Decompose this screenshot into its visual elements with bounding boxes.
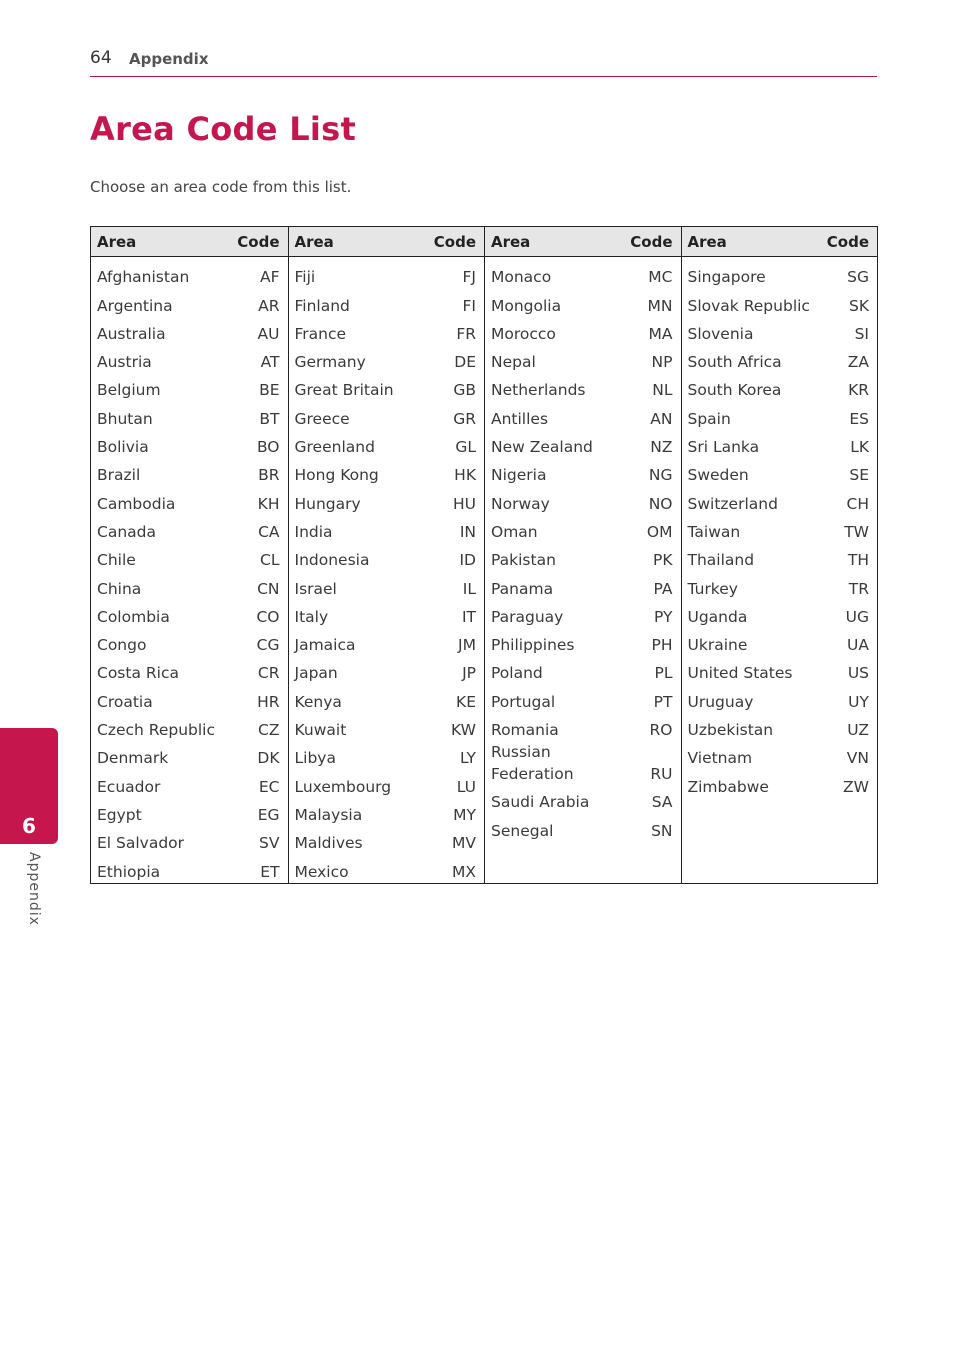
area-code: CA — [258, 522, 280, 541]
area-code: PY — [654, 607, 673, 626]
area-code: HU — [452, 494, 476, 513]
table-row — [295, 345, 477, 373]
area-name: Canada — [97, 522, 156, 541]
area-code: BT — [259, 409, 280, 428]
table-row — [295, 628, 477, 656]
table-row — [491, 656, 673, 684]
area-code: HR — [257, 692, 280, 711]
table-row — [688, 288, 870, 316]
area-header: Area — [687, 232, 727, 251]
area-name: Bolivia — [97, 438, 149, 457]
table-row — [688, 317, 870, 345]
table-row — [97, 798, 280, 826]
area-code: PK — [652, 551, 673, 570]
area-code: CL — [260, 551, 280, 570]
area-name: Australia — [97, 324, 166, 343]
area-name: Kenya — [294, 692, 342, 711]
area-code: DE — [454, 353, 476, 372]
chapter-number: 6 — [22, 814, 36, 838]
table-row — [295, 769, 477, 797]
table-row — [688, 769, 870, 797]
area-name: Hungary — [294, 494, 361, 513]
area-name: Oman — [491, 522, 538, 541]
table-row — [688, 543, 870, 571]
area-code: BE — [259, 381, 280, 400]
area-name: Hong Kong — [294, 466, 379, 485]
table-row — [97, 571, 280, 599]
column-rows — [91, 257, 288, 883]
area-code: TW — [844, 522, 869, 541]
area-name: Poland — [491, 664, 543, 683]
area-code: NZ — [650, 438, 673, 457]
area-name: Vietnam — [687, 749, 753, 768]
table-row — [491, 373, 673, 401]
area-header: Area — [491, 232, 531, 251]
area-name: Senegal — [491, 821, 554, 840]
table-row — [97, 260, 280, 288]
table-row — [688, 515, 870, 543]
area-code: ZW — [843, 777, 869, 796]
area-code: FJ — [462, 268, 476, 287]
area-name: Nigeria — [491, 466, 547, 485]
table-row — [491, 813, 673, 841]
area-name: Uzbekistan — [687, 721, 774, 740]
column-header — [91, 227, 288, 257]
area-name: New Zealand — [491, 438, 593, 457]
area-code: CR — [257, 664, 280, 683]
table-row — [97, 826, 280, 854]
area-code: RO — [649, 721, 673, 740]
table-row — [491, 430, 673, 458]
table-row — [295, 571, 477, 599]
area-name: Greece — [294, 409, 350, 428]
area-code: MV — [452, 834, 476, 853]
column-rows — [289, 257, 485, 883]
area-name: Panama — [491, 579, 554, 598]
table-row — [688, 656, 870, 684]
area-code: AU — [257, 324, 280, 343]
table-row — [97, 317, 280, 345]
area-code: TH — [847, 551, 869, 570]
area-code: EC — [258, 777, 280, 796]
area-name: Portugal — [491, 692, 556, 711]
area-name: Nepal — [491, 353, 536, 372]
area-code: EG — [257, 805, 280, 824]
area-code: NO — [648, 494, 673, 513]
table-row — [97, 543, 280, 571]
table-row — [97, 288, 280, 316]
area-code: IT — [461, 607, 476, 626]
area-name: Great Britain — [294, 381, 394, 400]
table-row — [491, 401, 673, 429]
area-name: Japan — [294, 664, 338, 683]
area-name: Luxembourg — [294, 777, 392, 796]
area-code: SK — [848, 296, 869, 315]
area-name: Italy — [294, 607, 329, 626]
area-name: Singapore — [687, 268, 766, 287]
table-row — [491, 317, 673, 345]
table-row — [97, 713, 280, 741]
table-row — [295, 317, 477, 345]
table-column — [484, 227, 681, 883]
table-row — [295, 656, 477, 684]
area-name: Taiwan — [687, 522, 741, 541]
table-column — [681, 227, 878, 883]
table-row — [97, 600, 280, 628]
area-name: Sri Lanka — [687, 438, 760, 457]
area-code: ES — [849, 409, 869, 428]
area-name: Colombia — [97, 607, 170, 626]
area-code: AF — [259, 268, 280, 287]
area-code: UY — [848, 692, 869, 711]
area-code: GL — [455, 438, 476, 457]
area-code-table — [90, 226, 878, 884]
area-name: Slovenia — [687, 324, 754, 343]
area-name: Finland — [294, 296, 350, 315]
table-row — [295, 288, 477, 316]
table-row — [295, 854, 477, 882]
area-name: Israel — [294, 579, 337, 598]
area-name: Uruguay — [687, 692, 754, 711]
area-code: LK — [850, 438, 869, 457]
column-header — [485, 227, 681, 257]
code-header: Code — [433, 232, 476, 251]
area-name: Brazil — [97, 466, 141, 485]
area-name: South Africa — [687, 353, 782, 372]
area-name: Pakistan — [491, 551, 556, 570]
area-name: Paraguay — [491, 607, 564, 626]
table-row — [295, 684, 477, 712]
area-code: BR — [258, 466, 280, 485]
table-row — [295, 401, 477, 429]
area-code: US — [847, 664, 869, 683]
area-code: ET — [260, 862, 280, 881]
table-row — [491, 288, 673, 316]
table-row — [688, 741, 870, 769]
table-row — [97, 684, 280, 712]
area-code: CZ — [258, 721, 280, 740]
area-code: NG — [648, 466, 673, 485]
table-row — [295, 543, 477, 571]
table-row — [491, 458, 673, 486]
section-name: Appendix — [129, 50, 209, 68]
table-row — [295, 798, 477, 826]
column-header — [682, 227, 878, 257]
table-row — [688, 458, 870, 486]
area-name: Chile — [97, 551, 136, 570]
area-code: MN — [647, 296, 673, 315]
area-code: SE — [849, 466, 869, 485]
table-row — [97, 628, 280, 656]
area-name: Germany — [294, 353, 366, 372]
area-name: Russian Federation — [491, 743, 574, 784]
area-name: Bhutan — [97, 409, 153, 428]
area-name: Denmark — [97, 749, 169, 768]
area-code: JP — [462, 664, 476, 683]
area-code: NP — [651, 353, 673, 372]
area-code: ID — [459, 551, 476, 570]
area-name: Thailand — [687, 551, 755, 570]
area-code: NL — [652, 381, 673, 400]
table-row — [491, 571, 673, 599]
area-code: MY — [453, 805, 476, 824]
area-name: Argentina — [97, 296, 173, 315]
table-row — [295, 373, 477, 401]
table-row — [688, 684, 870, 712]
area-code: KW — [451, 721, 476, 740]
area-code: KR — [848, 381, 869, 400]
area-name: Congo — [97, 636, 147, 655]
area-code: GB — [453, 381, 476, 400]
table-row — [688, 571, 870, 599]
area-name: Croatia — [97, 692, 153, 711]
page-number: 64 — [90, 48, 112, 68]
table-row — [491, 785, 673, 813]
area-header: Area — [97, 232, 137, 251]
area-code: SV — [259, 834, 280, 853]
area-code: FI — [462, 296, 476, 315]
table-row — [97, 769, 280, 797]
area-name: El Salvador — [97, 834, 185, 853]
area-code: DK — [257, 749, 280, 768]
page-header — [90, 46, 877, 77]
area-name: Monaco — [491, 268, 552, 287]
table-row — [491, 486, 673, 514]
area-name: Jamaica — [294, 636, 356, 655]
area-name: Czech Republic — [97, 721, 216, 740]
table-row — [97, 656, 280, 684]
page-title: Area Code List — [90, 110, 357, 148]
table-row — [491, 600, 673, 628]
area-name: Switzerland — [687, 494, 778, 513]
area-code: SA — [651, 793, 673, 812]
area-name: Ecuador — [97, 777, 161, 796]
area-code: SN — [651, 821, 673, 840]
area-name: Cambodia — [97, 494, 176, 513]
area-code: SG — [847, 268, 869, 287]
table-row — [491, 741, 673, 785]
area-header: Area — [294, 232, 334, 251]
area-name: Libya — [294, 749, 336, 768]
area-name: South Korea — [687, 381, 782, 400]
area-name: Fiji — [294, 268, 316, 287]
table-row — [97, 430, 280, 458]
table-row — [491, 713, 673, 741]
table-column — [288, 227, 485, 883]
area-name: Sweden — [687, 466, 749, 485]
area-code: BO — [256, 438, 280, 457]
table-row — [97, 515, 280, 543]
area-name: Indonesia — [294, 551, 370, 570]
code-header: Code — [630, 232, 673, 251]
table-row — [295, 430, 477, 458]
code-header: Code — [237, 232, 280, 251]
area-name: Egypt — [97, 805, 142, 824]
table-row — [491, 345, 673, 373]
area-code: ZA — [847, 353, 869, 372]
area-code: KE — [456, 692, 476, 711]
area-name: Philippines — [491, 636, 575, 655]
area-name: Uganda — [687, 607, 748, 626]
area-code: UZ — [847, 721, 869, 740]
table-row — [295, 713, 477, 741]
area-code: AR — [258, 296, 280, 315]
table-row — [295, 260, 477, 288]
area-code: PT — [653, 692, 673, 711]
table-row — [688, 713, 870, 741]
area-name: Costa Rica — [97, 664, 179, 683]
area-name: Antilles — [491, 409, 549, 428]
table-row — [97, 486, 280, 514]
table-row — [295, 741, 477, 769]
column-rows — [682, 257, 878, 798]
area-code: AN — [650, 409, 673, 428]
chapter-label: Appendix — [26, 852, 42, 926]
area-name: Slovak Republic — [687, 296, 810, 315]
area-name: Saudi Arabia — [491, 793, 590, 812]
area-name: China — [97, 579, 142, 598]
table-row — [295, 458, 477, 486]
area-name: Afghanistan — [97, 268, 190, 287]
area-code: GR — [453, 409, 476, 428]
column-rows — [485, 257, 681, 842]
table-row — [295, 600, 477, 628]
area-name: Ethiopia — [97, 862, 161, 881]
area-code: HK — [454, 466, 476, 485]
area-code: UA — [847, 636, 869, 655]
area-code: IN — [459, 522, 476, 541]
table-row — [688, 260, 870, 288]
area-name: France — [294, 324, 347, 343]
area-code: SI — [854, 324, 869, 343]
area-code: KH — [257, 494, 280, 513]
area-name: Greenland — [294, 438, 375, 457]
area-code: CN — [257, 579, 280, 598]
area-code: IL — [462, 579, 476, 598]
area-code: MA — [648, 324, 673, 343]
area-name: Netherlands — [491, 381, 586, 400]
area-code: MC — [648, 268, 673, 287]
area-name: Morocco — [491, 324, 556, 343]
area-name: Malaysia — [294, 805, 363, 824]
table-row — [688, 486, 870, 514]
area-name: Maldives — [294, 834, 363, 853]
table-row — [491, 628, 673, 656]
table-column — [91, 227, 288, 883]
area-code: PH — [651, 636, 673, 655]
area-code: CH — [846, 494, 869, 513]
column-header — [289, 227, 485, 257]
area-name: Ukraine — [687, 636, 748, 655]
table-row — [97, 401, 280, 429]
table-row — [97, 854, 280, 882]
table-row — [491, 260, 673, 288]
table-row — [688, 373, 870, 401]
table-row — [491, 515, 673, 543]
table-row — [295, 486, 477, 514]
table-row — [688, 628, 870, 656]
area-code: LU — [456, 777, 476, 796]
area-name: Mexico — [294, 862, 349, 881]
area-name: Turkey — [687, 579, 738, 598]
area-code: TR — [848, 579, 869, 598]
area-code: OM — [646, 522, 673, 541]
area-code: FR — [456, 324, 476, 343]
area-code: MX — [452, 862, 476, 881]
area-name: Zimbabwe — [687, 777, 769, 796]
area-name: Spain — [687, 409, 731, 428]
table-row — [688, 600, 870, 628]
table-row — [491, 684, 673, 712]
table-row — [97, 345, 280, 373]
area-code: PL — [654, 664, 673, 683]
table-row — [97, 458, 280, 486]
area-code: AT — [260, 353, 280, 372]
area-code: CO — [256, 607, 280, 626]
area-name: United States — [687, 664, 793, 683]
table-row — [491, 543, 673, 571]
area-code: CG — [256, 636, 280, 655]
code-header: Code — [826, 232, 869, 251]
intro-text: Choose an area code from this list. — [90, 178, 352, 196]
table-row — [295, 515, 477, 543]
area-name: Mongolia — [491, 296, 562, 315]
area-name: Belgium — [97, 381, 161, 400]
area-name: Romania — [491, 721, 559, 740]
table-row — [295, 826, 477, 854]
area-name: Norway — [491, 494, 550, 513]
area-code: PA — [653, 579, 673, 598]
table-row — [97, 373, 280, 401]
chapter-tab — [0, 728, 58, 844]
table-row — [688, 345, 870, 373]
area-name: Kuwait — [294, 721, 347, 740]
area-code: VN — [846, 749, 869, 768]
table-row — [688, 401, 870, 429]
area-name: India — [294, 522, 333, 541]
area-name: Austria — [97, 353, 152, 372]
table-row — [688, 430, 870, 458]
table-row — [97, 741, 280, 769]
area-code: LY — [459, 749, 476, 768]
area-code: JM — [458, 636, 476, 655]
area-code: RU — [650, 765, 673, 784]
area-code: UG — [845, 607, 869, 626]
